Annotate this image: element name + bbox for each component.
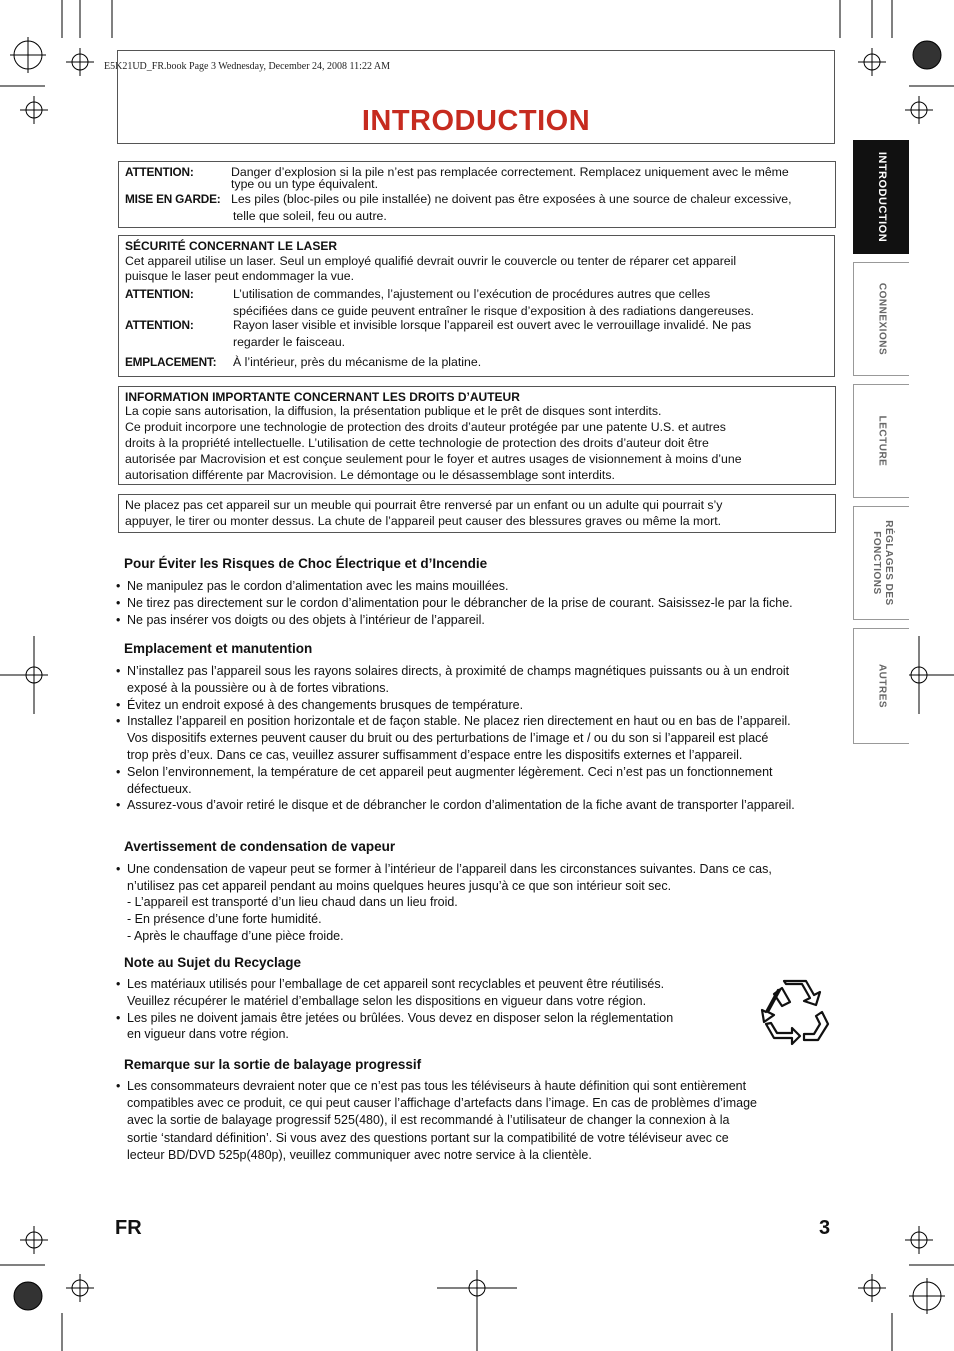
laser-intro-line: puisque le laser peut endommager la vue. — [125, 269, 354, 283]
laser-text-line: L’utilisation de commandes, l’ajustement ou l’exécution de procédures autres que celles — [233, 287, 711, 301]
electric-shock-list — [116, 578, 793, 628]
caution-text-line: Danger d’explosion si la pile n’est pas remplacée correctement. Remplacez uniquement avec le même — [231, 165, 789, 179]
sub-item: - L’appareil est transporté d’un lieu chaud dans un lieu froid. — [127, 895, 458, 909]
progressive-scan-list — [116, 1078, 757, 1164]
title-frame — [117, 50, 835, 144]
condensation-list — [116, 861, 772, 895]
list-item: • Évitez un endroit exposé à des changements brusques de température. — [116, 697, 795, 714]
caution-text-line: Les piles (bloc-piles ou pile installée) ne doivent pas être exposées à une source de chaleur excessive, — [231, 192, 792, 206]
caution-label: ATTENTION: — [125, 165, 194, 179]
copyright-line: autorisée par Macrovision et est conçue seulement pour le foyer et autres usages de visionnement à moins d’une — [125, 452, 742, 466]
list-item: • Les matériaux utilisés pour l’emballage de cet appareil sont recyclables et peuvent être réutilisés. Veuillez récupérer le matériel d’emballage selon les dispositions en vigueur dans votre région. — [116, 976, 673, 1010]
laser-box-title: SÉCURITÉ CONCERNANT LE LASER — [125, 239, 338, 253]
laser-text-line: regarder le faisceau. — [233, 335, 346, 349]
footer-language: FR — [115, 1217, 142, 1239]
book-header-line: E5K21UD_FR.book Page 3 Wednesday, December 24, 2008 11:22 AM — [104, 61, 391, 72]
list-item: • Les consommateurs devraient noter que ce n’est pas tous les téléviseurs à haute définition qui sont entièrement compatibles avec ce produit, ce qui peut causer l’affichage d’artefacts dans l’image. En cas de problèmes d’image avec la sortie de balayage progressif 525(480), il est recommandé à l’utilisateur de changer la connexion à la sortie ‘standard définition’. Si vous avez des questions portant sur la compatibilité de votre téléviseur avec ce lecteur BD/DVD 525p(480p), veuillez communiquer avec notre service à la clientèle. — [116, 1078, 757, 1164]
section-title-progressive-scan: Remarque sur la sortie de balayage progressif — [124, 1057, 422, 1072]
laser-intro-line: Cet appareil utilise un laser. Seul un employé qualifié devrait ouvrir le couvercle ou tenter de réparer cet appareil — [125, 254, 737, 268]
list-item: • N’installez pas l’appareil sous les rayons solaires directs, à proximité de champs magnétiques puissants ou à un endroit exposé à la poussière ou à de fortes vibrations. — [116, 663, 795, 697]
laser-label: EMPLACEMENT: — [125, 355, 217, 369]
tab-connexions[interactable]: CONNEXIONS — [853, 262, 909, 376]
section-title-electric-shock: Pour Éviter les Risques de Choc Électrique et d’Incendie — [124, 556, 488, 571]
sub-item: - Après le chauffage d’une pièce froide. — [127, 928, 344, 943]
tab-reglages-des-fonctions[interactable]: RÉGLAGES DES FONCTIONS — [853, 506, 909, 620]
tab-autres[interactable]: AUTRES — [853, 628, 909, 744]
placement-list — [116, 663, 795, 814]
list-item: • Assurez-vous d’avoir retiré le disque et de débrancher le cordon d’alimentation de la fiche avant de transporter l’appareil. — [116, 797, 795, 814]
section-title-placement: Emplacement et manutention — [124, 641, 313, 656]
copyright-line: autorisation différente par Macrovision. Le démontage ou le désassemblage sont interdits. — [125, 468, 615, 482]
copyright-box-title: INFORMATION IMPORTANTE CONCERNANT LES DROITS D’AUTEUR — [125, 390, 520, 404]
list-item: • Ne manipulez pas le cordon d’alimentation avec les mains mouillées. — [116, 578, 793, 595]
section-title-recycling: Note au Sujet du Recyclage — [124, 955, 302, 970]
caution-text-line: type ou un type équivalent. — [231, 177, 378, 191]
laser-text-line: Rayon laser visible et invisible lorsque l’appareil est ouvert avec le verrouillage invalidé. Ne pas — [233, 318, 752, 332]
laser-label: ATTENTION: — [125, 318, 194, 332]
caution-label: MISE EN GARDE: — [125, 192, 221, 206]
caution-text-line: telle que soleil, feu ou autre. — [233, 209, 387, 223]
laser-safety-box — [118, 235, 835, 377]
list-item: • Une condensation de vapeur peut se former à l’intérieur de l’appareil dans les circonstances suivantes. Dans ce cas, n’utilisez pas cet appareil pendant au moins quelques heures jusqu’à ce que son intérieur soit sec. — [116, 861, 772, 895]
laser-text-line: À l’intérieur, près du mécanisme de la platine. — [233, 355, 482, 369]
section-title-condensation: Avertissement de condensation de vapeur — [124, 839, 396, 854]
tip-over-warning-box — [118, 494, 836, 533]
sub-item: - En présence d’une forte humidité. — [127, 911, 322, 926]
recycling-list — [116, 976, 673, 1043]
list-item: • Les piles ne doivent jamais être jetées ou brûlées. Vous devez en disposer selon la réglementation en vigueur dans votre région. — [116, 1010, 673, 1044]
condensation-subitems — [116, 894, 458, 944]
laser-label: ATTENTION: — [125, 287, 194, 301]
tab-lecture[interactable]: LECTURE — [853, 384, 909, 498]
page-number: 3 — [819, 1217, 831, 1239]
page-title: INTRODUCTION — [361, 105, 591, 137]
copyright-line: droits à la propriété intellectuelle. L’utilisation de cette technologie de protection des droits d’auteur doit être — [125, 436, 709, 450]
list-item: • Installez l’appareil en position horizontale et de façon stable. Ne placez rien directement en haut ou en bas de l’appareil. Vos dispositifs externes peuvent causer du bruit ou des perturbations de l’image et / ou du son si l’appareil est placé trop près d’eux. Dans ce cas, veuillez assurer suffisamment d’espace entre les dispositifs externes et l’appareil. — [116, 713, 795, 763]
warning-line: Ne placez pas cet appareil sur un meuble qui pourrait être renversé par un enfant ou un adulte qui pourrait s’y — [125, 498, 723, 512]
list-item: • Ne pas insérer vos doigts ou des objets à l’intérieur de l’appareil. — [116, 612, 793, 629]
tab-introduction[interactable]: INTRODUCTION — [853, 140, 909, 254]
caution-box — [118, 161, 836, 228]
recycle-icon — [760, 978, 830, 1046]
copyright-line: Ce produit incorpore une technologie de protection des droits d’auteur protégée par une patente U.S. et autres — [125, 420, 726, 434]
list-item: • Selon l’environnement, la température de cet appareil peut augmenter légèrement. Ceci n’est pas un fonctionnement défectueux. — [116, 764, 795, 798]
warning-line: appuyer, le tirer ou monter dessus. La chute de l’appareil peut causer des blessures graves ou même la mort. — [125, 514, 722, 528]
laser-text-line: spécifiées dans ce guide peuvent entraîner le risque d’exposition à des radiations dangereuses. — [233, 304, 754, 318]
copyright-box — [118, 386, 836, 485]
list-item: • Ne tirez pas directement sur le cordon d’alimentation pour le débrancher de la prise de courant. Saisissez-le par la fiche. — [116, 595, 793, 612]
copyright-line: La copie sans autorisation, la diffusion, la présentation publique et le prêt de disques sont interdits. — [125, 404, 662, 418]
